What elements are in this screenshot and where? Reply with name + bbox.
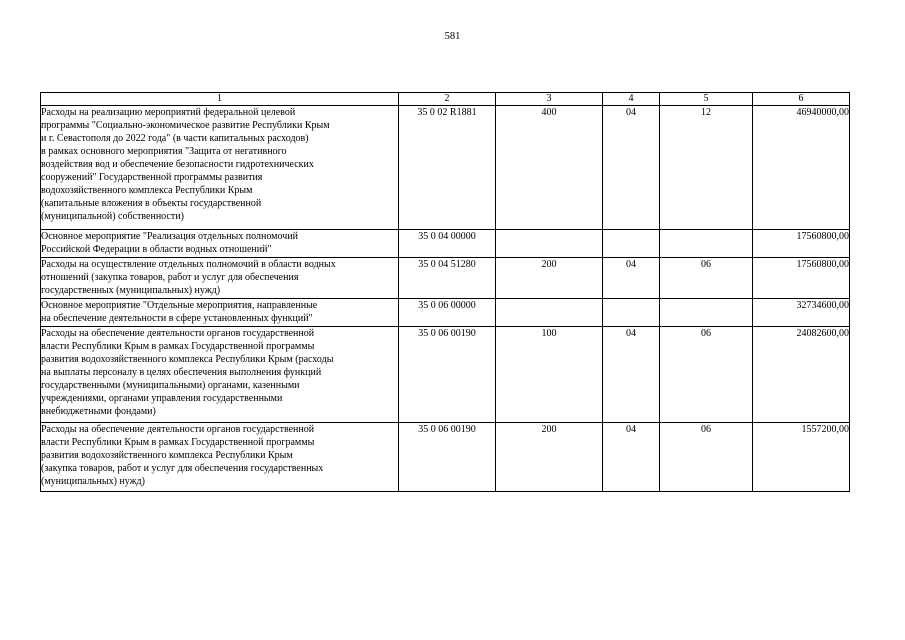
subsection-code: 06: [660, 327, 753, 423]
expense-type: [496, 299, 603, 327]
amount: 24082600,00: [753, 327, 850, 423]
subsection-code: 06: [660, 258, 753, 299]
expense-name: Расходы на обеспечение деятельности органов государственной власти Республики Крым в рамках Государственной программы развития водохозяйственного комплекса Республики Крым (расходы на выплаты персоналу в целях обеспечения выполнения функций государственными (муниципальными) органами, казенными учреждениями, органами управления государственными внебюджетными фондами): [41, 327, 399, 423]
amount: 32734600,00: [753, 299, 850, 327]
target-code: 35 0 02 R1881: [399, 106, 496, 230]
expense-name: Расходы на осуществление отдельных полномочий в области водных отношений (закупка товаров, работ и услуг для обеспечения государственных (муниципальных) нужд): [41, 258, 399, 299]
subsection-code: [660, 299, 753, 327]
table-row: [41, 258, 850, 299]
target-code: 35 0 04 00000: [399, 230, 496, 258]
subsection-code: [660, 230, 753, 258]
section-code: 04: [603, 327, 660, 423]
header-row: [41, 93, 850, 106]
target-code: 35 0 06 00000: [399, 299, 496, 327]
target-code: 35 0 06 00190: [399, 327, 496, 423]
target-code: 35 0 04 51280: [399, 258, 496, 299]
header-col-3: 3: [496, 93, 603, 106]
amount: 17560800,00: [753, 258, 850, 299]
expense-type: 100: [496, 327, 603, 423]
header-col-1: 1: [41, 93, 399, 106]
expense-type: 200: [496, 258, 603, 299]
expense-type: 200: [496, 423, 603, 492]
expense-type: 400: [496, 106, 603, 230]
amount: 17560800,00: [753, 230, 850, 258]
expense-type: [496, 230, 603, 258]
table-row: [41, 327, 850, 423]
expense-name: Расходы на обеспечение деятельности органов государственной власти Республики Крым в рамках Государственной программы развития водохозяйственного комплекса Республики Крым (закупка товаров, работ и услуг для обеспечения государственных (муниципальных) нужд): [41, 423, 399, 492]
subsection-code: 06: [660, 423, 753, 492]
expense-name: Основное мероприятие "Реализация отдельных полномочий Российской Федерации в области водных отношений": [41, 230, 399, 258]
table-row: [41, 299, 850, 327]
table-row: [41, 106, 850, 230]
header-col-4: 4: [603, 93, 660, 106]
budget-table: [40, 92, 850, 492]
section-code: 04: [603, 423, 660, 492]
target-code: 35 0 06 00190: [399, 423, 496, 492]
expense-name: Основное мероприятие "Отдельные мероприятия, направленные на обеспечение деятельности в сфере установленных функций": [41, 299, 399, 327]
section-code: 04: [603, 106, 660, 230]
header-col-2: 2: [399, 93, 496, 106]
table-row: [41, 230, 850, 258]
expense-name: Расходы на реализацию мероприятий федеральной целевой программы "Социально-экономическое развитие Республики Крым и г. Севастополя до 2022 года" (в части капитальных расходов) в рамках основного мероприятия "Защита от негативного воздействия вод и обеспечение безопасности гидротехнических сооружений" Государственной программы развития водохозяйственного комплекса Республики Крым (капитальные вложения в объекты государственной (муниципальной) собственности): [41, 106, 399, 230]
page-number: 581: [444, 31, 461, 42]
amount: 1557200,00: [753, 423, 850, 492]
section-code: [603, 230, 660, 258]
amount: 46940000,00: [753, 106, 850, 230]
subsection-code: 12: [660, 106, 753, 230]
section-code: 04: [603, 258, 660, 299]
header-col-5: 5: [660, 93, 753, 106]
section-code: [603, 299, 660, 327]
header-col-6: 6: [753, 93, 850, 106]
table-row: [41, 423, 850, 492]
